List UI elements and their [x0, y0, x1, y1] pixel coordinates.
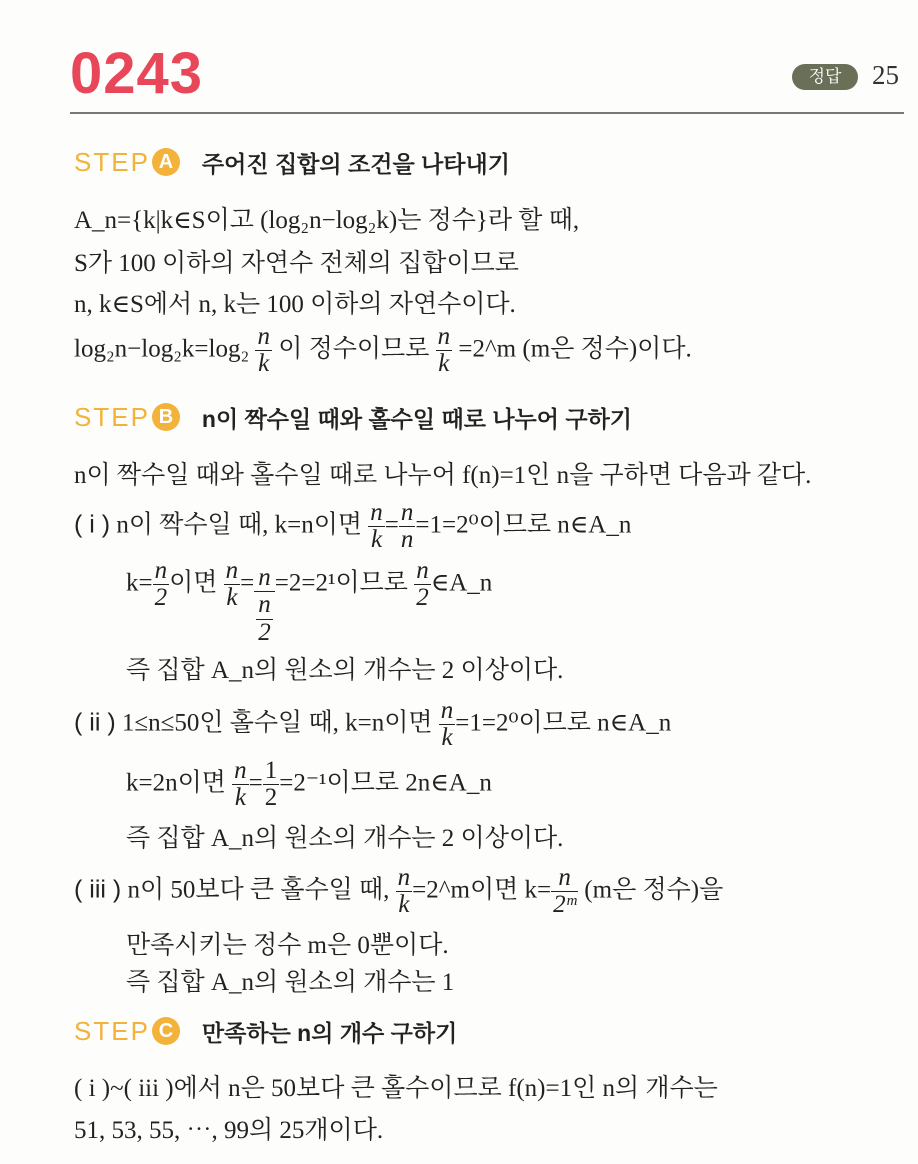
fraction-n-over-2: $\frac{n}{2}$ [154, 557, 168, 612]
text-segment: n이 50보다 큰 홀수일 때, [127, 876, 390, 904]
step-b-intro: n이 짝수일 때와 홀수일 때로 나누어 f(n)=1인 n을 구하면 다음과 같다. [74, 462, 812, 489]
step-c-badge: C [152, 1017, 180, 1045]
fraction-n-over-k: $\frac{n}{k}$ [370, 499, 383, 554]
step-b-badge: B [152, 403, 180, 431]
step-a-line-2: S가 100 이하의 자연수 전체의 집합이므로 [74, 250, 519, 277]
step-a-heading [74, 145, 510, 179]
fraction-n-over-k: $\frac{n}{k}$ [440, 697, 454, 752]
text-segment: =2⁻¹이므로 2n∈A_n [279, 769, 492, 797]
fraction-n-over-n: $\frac{n}{n}$ [400, 499, 414, 554]
text-segment: (m은 정수)을 [584, 876, 724, 904]
step-c-heading [74, 1014, 457, 1048]
case-i-line-2: k= $\frac{n}{2}$ 이면 $\frac{n}{k}$ = $\frac{n}{\frac{n}{2}}$ =2=2¹이므로 $\frac{n}{2}$ ∈A_n [126, 557, 493, 646]
text-segment: k=2n이면 [126, 769, 226, 797]
fraction-n-over-k: $\frac{n}{k}$ [437, 323, 451, 378]
case-ii-line-3: 즉 집합 A_n의 원소의 개수는 2 이상이다. [126, 825, 564, 852]
step-b-title: n이 짝수일 때와 홀수일 때로 나누어 구하기 [201, 405, 633, 432]
fraction-n-over-k: $\frac{n}{k}$ [234, 757, 247, 812]
case-ii-line-2: k=2n이면 $\frac{n}{k}$ = $\frac{1}{2}$ =2⁻¹이므로 2n∈A_n [126, 757, 492, 812]
text-segment: n이 짝수일 때, k=n이면 [116, 511, 363, 539]
log-expression: log₂n−log₂k=log₂ [74, 335, 250, 363]
step-a-badge: A [152, 148, 180, 176]
answer-badge: 정답 [792, 64, 858, 90]
step-label: STEP [74, 401, 150, 432]
text-segment: =1=2⁰이므로 n∈A_n [455, 709, 672, 737]
fraction-n-over-2: $\frac{n}{2}$ [416, 557, 429, 612]
case-iii-line-2: 만족시키는 정수 m은 0뿐이다. [126, 932, 449, 959]
case-iii-label: ( iii ) [74, 875, 122, 904]
case-i-line-3: 즉 집합 A_n의 원소의 개수는 2 이상이다. [126, 657, 564, 684]
step-a-line-1 [74, 200, 579, 236]
set-definition: A_n={k|k∈S이고 (log₂n−log₂k)는 정수}라 할 때, [74, 207, 580, 234]
case-iii-line-3: 즉 집합 A_n의 원소의 개수는 1 [126, 969, 455, 996]
text-segment: =2^m이면 k= [412, 876, 552, 904]
text-segment: ∈A_n [430, 569, 493, 597]
complex-fraction: $\frac{n}{\frac{n}{2}}$ [254, 565, 275, 646]
case-ii-label: ( ii ) [74, 708, 116, 737]
header-divider [70, 112, 904, 114]
step-c-title: 만족하는 n의 개수 구하기 [201, 1019, 458, 1046]
text-segment: 이 정수이므로 [278, 335, 430, 363]
problem-number: 0243 [70, 41, 204, 106]
case-ii-line-1 [74, 698, 671, 752]
fraction-n-over-k: $\frac{n}{k}$ [397, 864, 411, 919]
fraction-n-over-2m: $\frac{n}{\text{2ᵐ}}$ [553, 864, 577, 919]
fraction-n-over-k: $\frac{n}{k}$ [225, 557, 239, 612]
case-iii-line-1 [74, 865, 723, 919]
step-a-line-4 [74, 324, 692, 378]
step-b-heading [74, 400, 632, 434]
conclusion-line-2: 51, 53, 55, ⋯, 99의 25개이다. [74, 1117, 384, 1144]
text-segment: =1=2⁰이므로 n∈A_n [415, 511, 632, 539]
step-a-line-3: n, k∈S에서 n, k는 100 이하의 자연수이다. [74, 291, 516, 318]
text-segment: =2=2¹이므로 [274, 569, 408, 597]
conclusion-line-1: ( i )~( iii )에서 n은 50보다 큰 홀수이므로 f(n)=1인 n의 개수는 [74, 1075, 718, 1102]
step-label: STEP [74, 146, 150, 177]
text-segment: 1≤n≤50인 홀수일 때, k=n이면 [121, 709, 433, 737]
step-label: STEP [74, 1015, 150, 1046]
case-i-line-1: ( i ) n이 짝수일 때, k=n이면 $\frac{n}{k}$ = $\frac{n}{n}$ =1=2⁰이므로 n∈A_n [74, 499, 632, 554]
text-segment: 이면 [169, 569, 218, 597]
case-i-label: ( i ) [74, 510, 111, 539]
fraction-1-over-2: $\frac{1}{2}$ [264, 757, 278, 812]
fraction-n-over-k: $\frac{n}{k}$ [257, 323, 270, 378]
answer-value: 25 [872, 60, 899, 90]
text-segment: =2^m (m은 정수)이다. [458, 335, 692, 363]
step-a-title: 주어진 집합의 조건을 나타내기 [201, 150, 510, 177]
text-segment: k= [126, 569, 153, 597]
